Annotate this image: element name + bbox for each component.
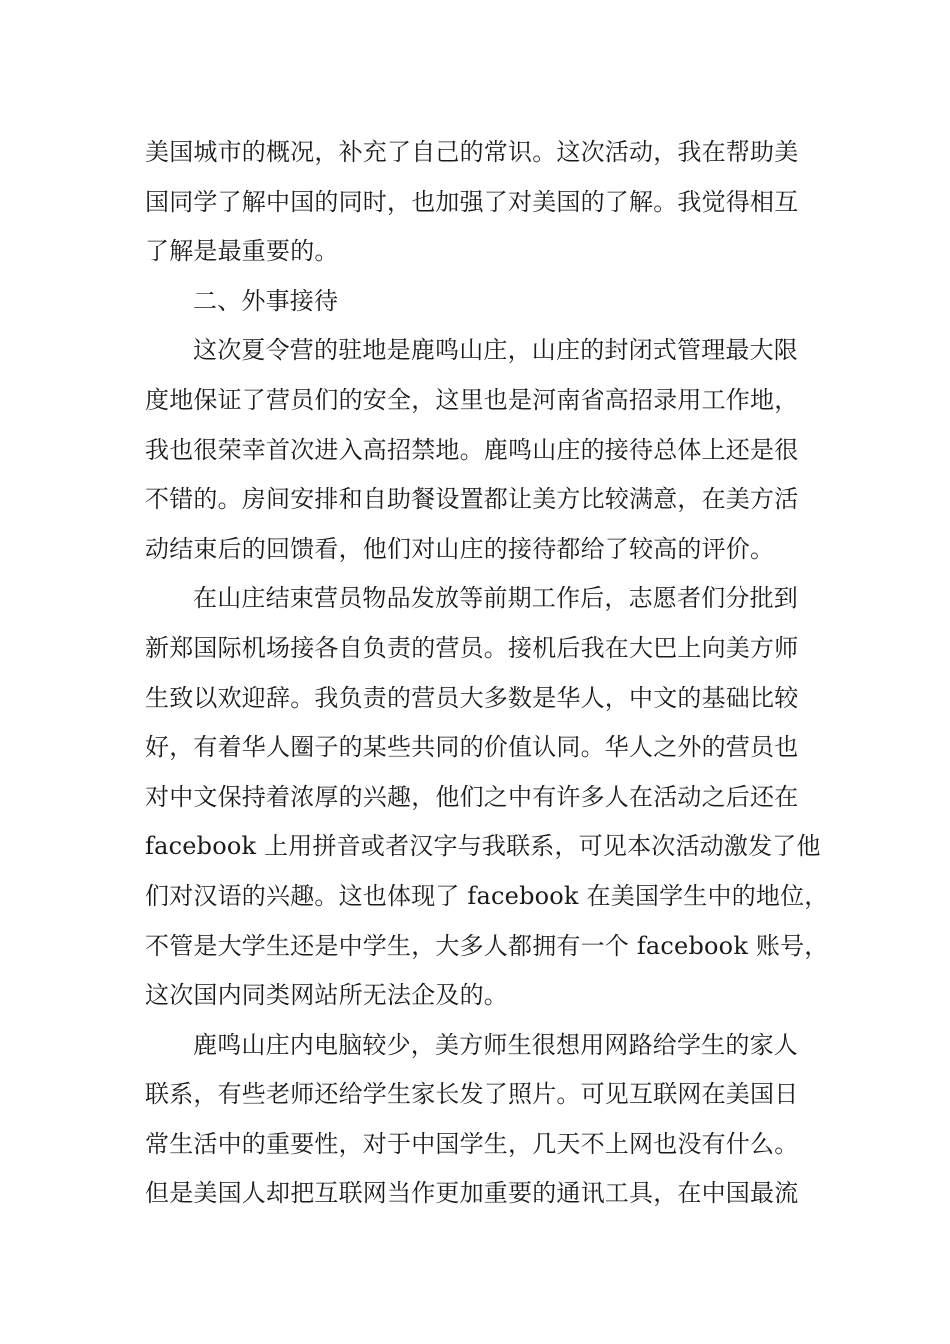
text-line: 但是美国人却把互联网当作更加重要的通讯工具，在中国最流 xyxy=(145,1179,799,1208)
text-line: 动结束后的回馈看，他们对山庄的接待都给了较高的评价。 xyxy=(145,534,775,563)
text-line: 联系，有些老师还给学生家长发了照片。可见互联网在美国日 xyxy=(145,1080,799,1109)
text-line: 新郑国际机场接各自负责的营员。接机后我在大巴上向美方师 xyxy=(145,633,799,662)
text-line: 这次国内同类网站所无法企及的。 xyxy=(145,981,508,1010)
text-line: 不错的。房间安排和自助餐设置都让美方比较满意，在美方活 xyxy=(145,485,799,514)
text-line: 我也很荣幸首次进入高招禁地。鹿鸣山庄的接待总体上还是很 xyxy=(145,435,799,464)
text-line: 国同学了解中国的同时，也加强了对美国的了解。我觉得相互 xyxy=(145,187,799,216)
text-line: 鹿鸣山庄内电脑较少，美方师生很想用网路给学生的家人 xyxy=(193,1030,798,1059)
text-line: 常生活中的重要性，对于中国学生，几天不上网也没有什么。 xyxy=(145,1129,799,1158)
text-line: 们对汉语的兴趣。这也体现了 facebook 在美国学生中的地位， xyxy=(145,881,829,910)
text-line: 好，有着华人圈子的某些共同的价值认同。华人之外的营员也 xyxy=(145,733,799,762)
text-line: facebook 上用拼音或者汉字与我联系，可见本次活动激发了他 xyxy=(145,832,821,861)
text-line: 这次夏令营的驻地是鹿鸣山庄，山庄的封闭式管理最大限 xyxy=(193,336,798,365)
text-line: 度地保证了营员们的安全，这里也是河南省高招录用工作地， xyxy=(145,385,799,414)
text-line: 不管是大学生还是中学生，大多人都拥有一个 facebook 账号， xyxy=(145,931,829,960)
body-text xyxy=(145,128,829,1219)
text-line: 美国城市的概况，补充了自己的常识。这次活动，我在帮助美 xyxy=(145,138,799,166)
text-line: 生致以欢迎辞。我负责的营员大多数是华人，中文的基础比较 xyxy=(145,683,799,712)
text-line: 在山庄结束营员物品发放等前期工作后，志愿者们分批到 xyxy=(193,584,798,613)
section-heading: 二、外事接待 xyxy=(193,286,339,315)
text-line: 对中文保持着浓厚的兴趣，他们之中有许多人在活动之后还在 xyxy=(145,782,799,811)
text-line: 了解是最重要的。 xyxy=(145,237,339,266)
